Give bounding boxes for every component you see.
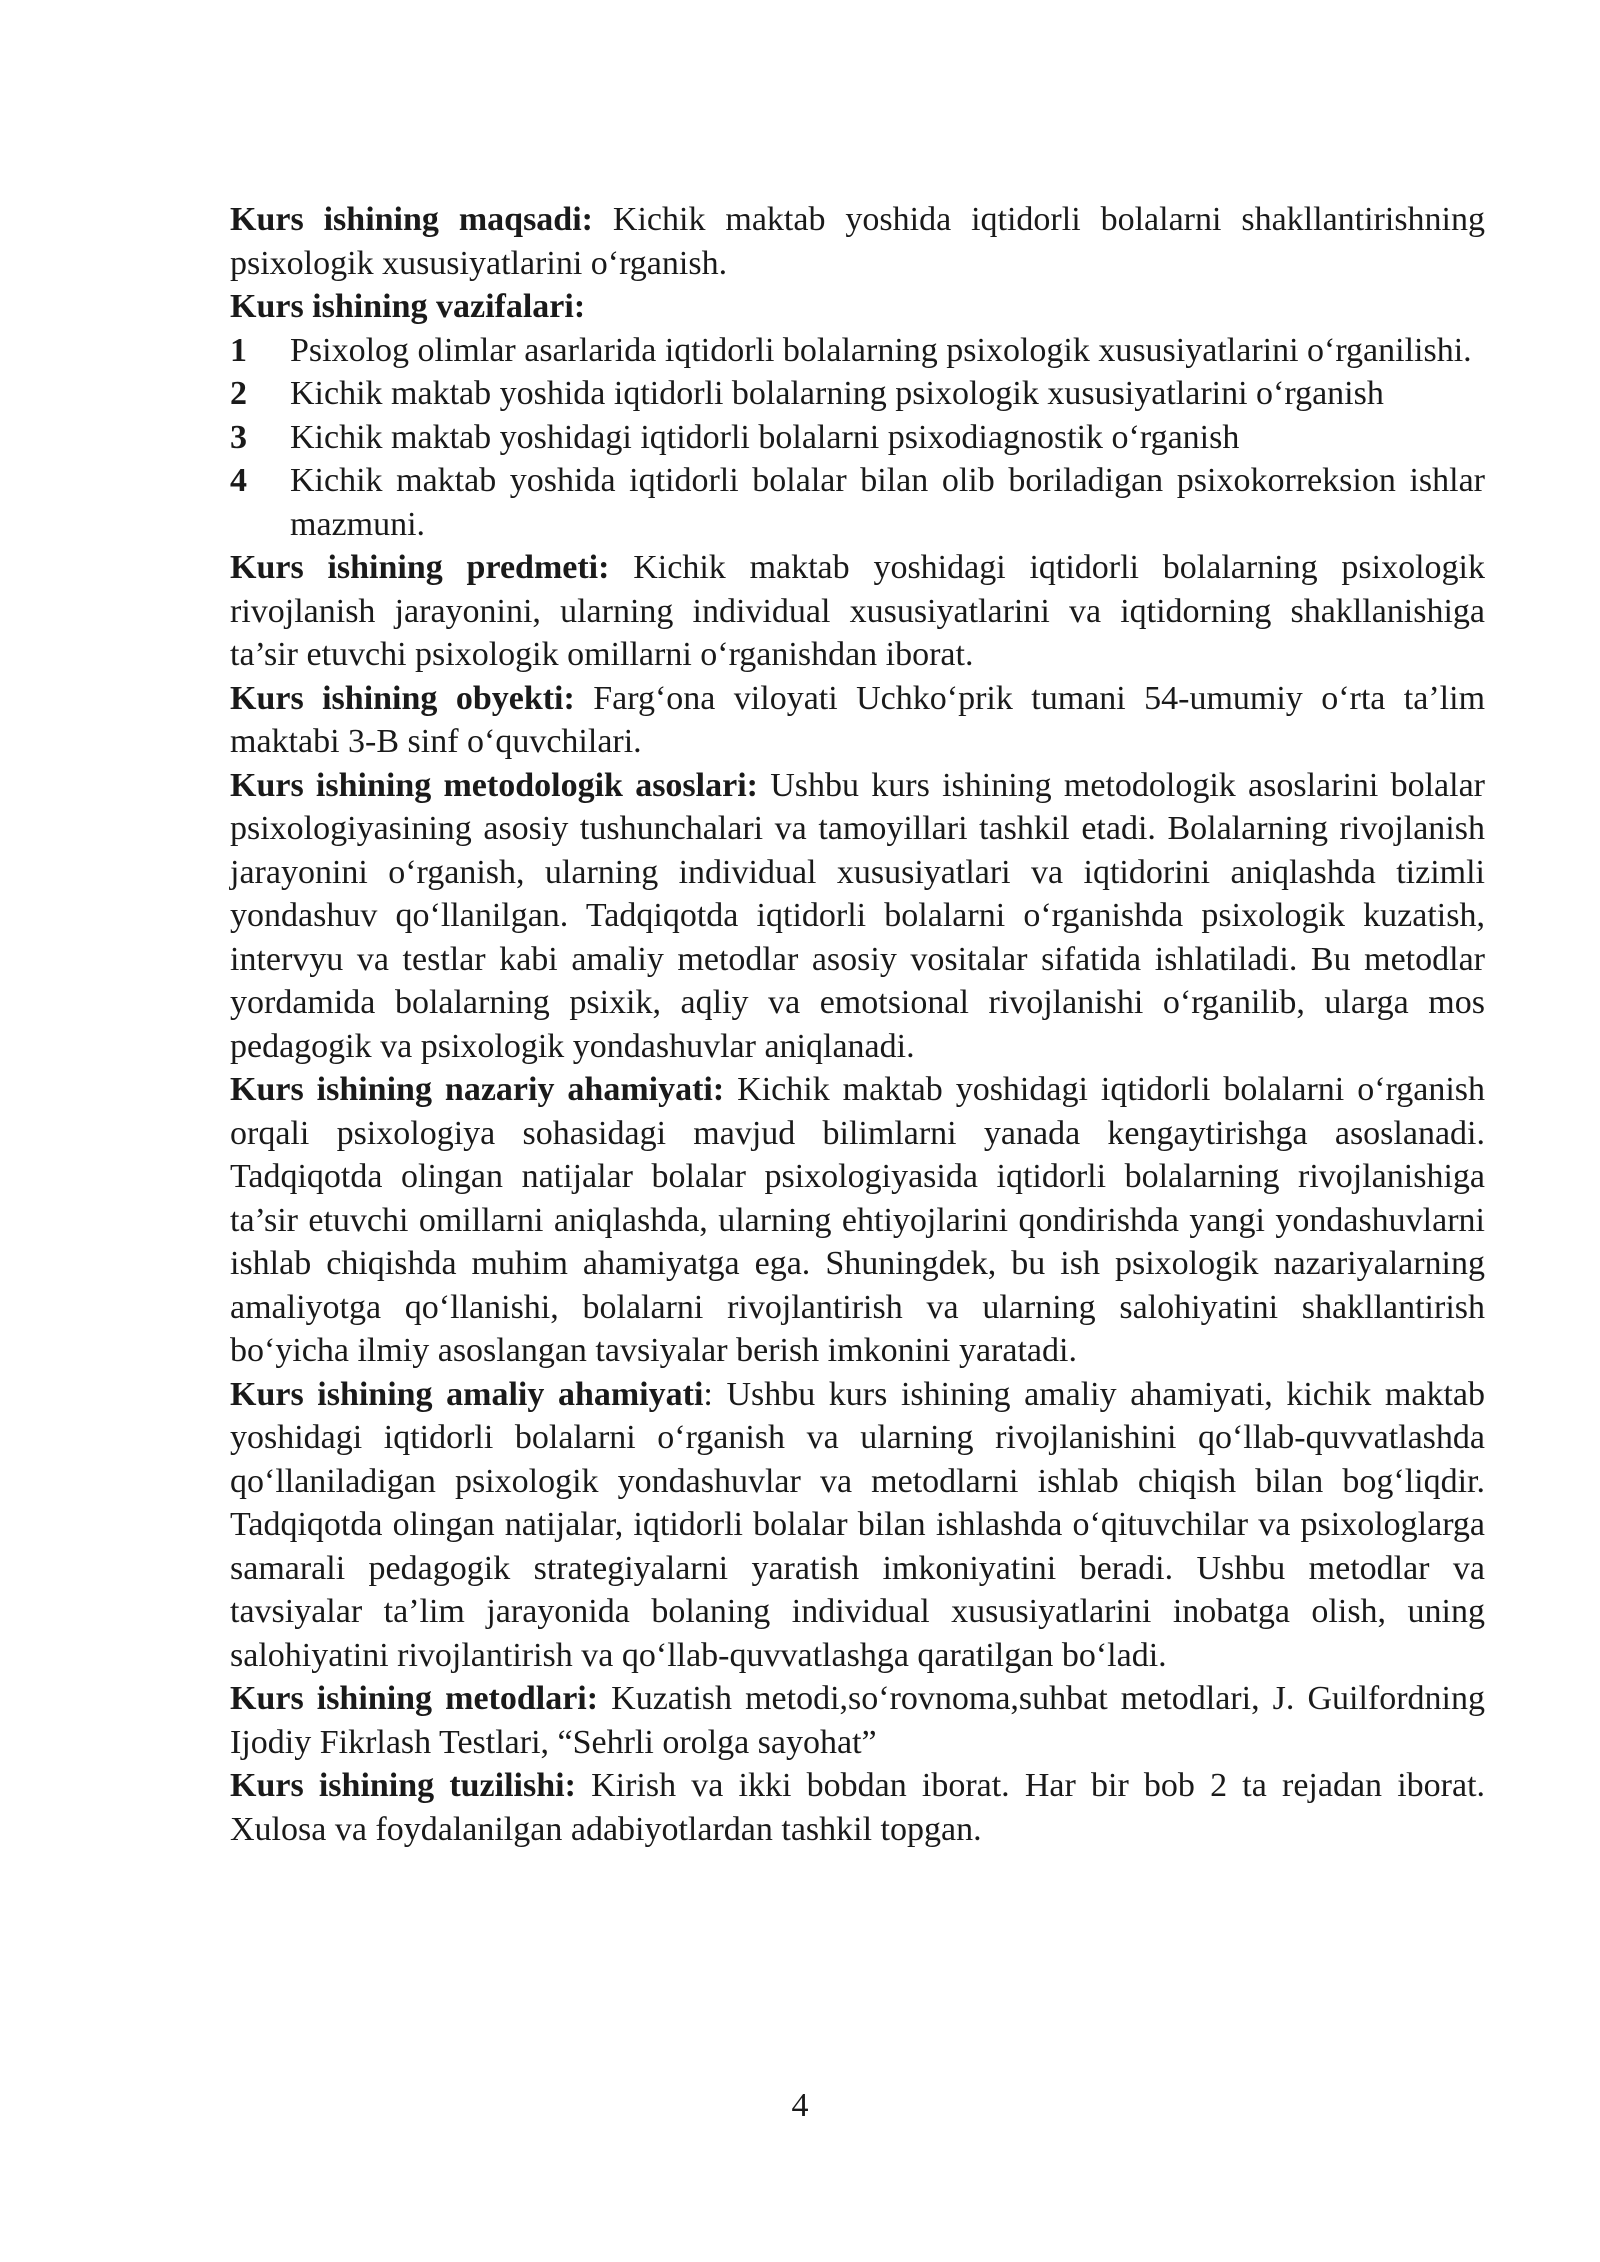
task-number: 2 [230, 375, 247, 412]
theoretical-label: Kurs ishining nazariy ahamiyati: [230, 1071, 725, 1108]
subject-paragraph [230, 546, 1485, 677]
task-text: Kichik maktab yoshida iqtidorli bolalar bilan olib boriladigan psixokorreksion ishlar mazmuni. [290, 462, 1485, 543]
methodology-paragraph [230, 764, 1485, 1069]
methods-label: Kurs ishining metodlari: [230, 1680, 599, 1717]
object-label: Kurs ishining obyekti: [230, 679, 575, 717]
structure-label: Kurs ishining tuzilishi: [230, 1767, 576, 1804]
structure-paragraph [230, 1764, 1485, 1851]
task-number: 1 [230, 331, 247, 369]
object-paragraph [230, 677, 1485, 764]
practical-label: Kurs ishining amaliy ahamiyati [230, 1375, 704, 1413]
practical-text: : Ushbu kurs ishining amaliy ahamiyati, kichik maktab yoshidagi iqtidorli bolalarni o‘rganish va ularning rivojlanishini qo‘llab-quvvatlashda qo‘llaniladigan psixologik yondashuvlar va metodlarni ishlab chiqish bilan bog‘liqdir. Tadqiqotda olingan natijalar, iqtidorli bolalar bilan ishlashda o‘qituvchilar va psixologlarga samarali pedagogik strategiyalarni yaratish imkoniyatini beradi. Ushbu metodlar va tavsiyalar ta’lim jarayonida bolaning individual xususiyatlarini inobatga olish, uning salohiyatini rivojlantirish va qo‘llab-quvvatlashga qaratilgan bo‘ladi. [230, 1375, 1485, 1674]
tasks-list [230, 329, 1485, 547]
theoretical-text: Kichik maktab yoshidagi iqtidorli bolalarni o‘rganish orqali psixologiya sohasidagi mavjud bilimlarni yanada kengaytirishga asoslanadi. Tadqiqotda olingan natijalar bolalar psixologiyasida iqtidorli bolalarning rivojlanishiga ta’sir etuvchi omillarni aniqlashda, ularning ehtiyojlarini qondirishda yangi yondashuvlarni ishlab chiqishda muhim ahamiyatga ega. Shuningdek, bu ish psixologik nazariyalarning amaliyotga qo‘llanishi, bolalarni rivojlantirish va ularning salohiyatini shakllantirish bo‘yicha ilmiy asoslangan tavsiyalar berish imkonini yaratadi. [230, 1071, 1486, 1369]
task-number: 3 [230, 418, 247, 456]
goal-label: Kurs ishining maqsadi: [230, 201, 593, 238]
methods-text: Kuzatish metodi,so‘rovnoma,suhbat metodlari, J. Guilfordning Ijodiy Fikrlash Testlari, “Sehrli orolga sayohat” [230, 1680, 1485, 1761]
task-text: Psixolog olimlar asarlarida iqtidorli bolalarning psixologik xususiyatlarini o‘rganilishi. [290, 331, 1472, 369]
methodology-label: Kurs ishining metodologik asoslari: [230, 766, 758, 804]
task-item [230, 329, 1485, 373]
task-text: Kichik maktab yoshidagi iqtidorli bolalarni psixodiagnostik o‘rganish [290, 418, 1240, 456]
task-item [230, 416, 1485, 460]
theoretical-paragraph [230, 1068, 1485, 1373]
task-item [230, 372, 1485, 416]
page-number: 4 [791, 2087, 809, 2124]
task-number: 4 [230, 462, 247, 499]
practical-paragraph [230, 1373, 1485, 1678]
object-text: Farg‘ona viloyati Uchko‘prik tumani 54-umumiy o‘rta ta’lim maktabi 3-B sinf o‘quvchilari. [230, 679, 1486, 760]
methods-paragraph [230, 1677, 1485, 1764]
tasks-heading [230, 285, 1485, 329]
tasks-label: Kurs ishining vazifalari: [230, 288, 586, 325]
goal-paragraph [230, 198, 1485, 285]
document-body [230, 198, 1485, 1851]
task-text: Kichik maktab yoshida iqtidorli bolalarning psixologik xususiyatlarini o‘rganish [290, 375, 1384, 412]
structure-text: Kirish va ikki bobdan iborat. Har bir bob 2 ta rejadan iborat. Xulosa va foydalanilgan adabiyotlardan tashkil topgan. [230, 1767, 1486, 1848]
subject-label: Kurs ishining predmeti: [230, 549, 610, 586]
subject-text: Kichik maktab yoshidagi iqtidorli bolalarning psixologik rivojlanish jarayonini, ularning individual xususiyatlarini va iqtidorning shakllanishiga ta’sir etuvchi psixologik omillarni o‘rganishdan iborat. [230, 549, 1485, 673]
methodology-text: Ushbu kurs ishining metodologik asoslarini bolalar psixologiyasining asosiy tushunchalari va tamoyillari tashkil etadi. Bolalarning rivojlanish jarayonini o‘rganish, ularning individual xususiyatlari va iqtidorini aniqlashda tizimli yondashuv qo‘llanilgan. Tadqiqotda iqtidorli bolalarni o‘rganishda psixologik kuzatish, intervyu va testlar kabi amaliy metodlar asosiy vositalar sifatida ishlatiladi. Bu metodlar yordamida bolalarning psixik, aqliy va emotsional rivojlanishi o‘rganilib, ularga mos pedagogik va psixologik yondashuvlar aniqlanadi. [230, 766, 1485, 1065]
task-item [230, 459, 1485, 546]
goal-text: Kichik maktab yoshida iqtidorli bolalarni shakllantirishning psixologik xususiyatlarini o‘rganish. [230, 201, 1486, 282]
